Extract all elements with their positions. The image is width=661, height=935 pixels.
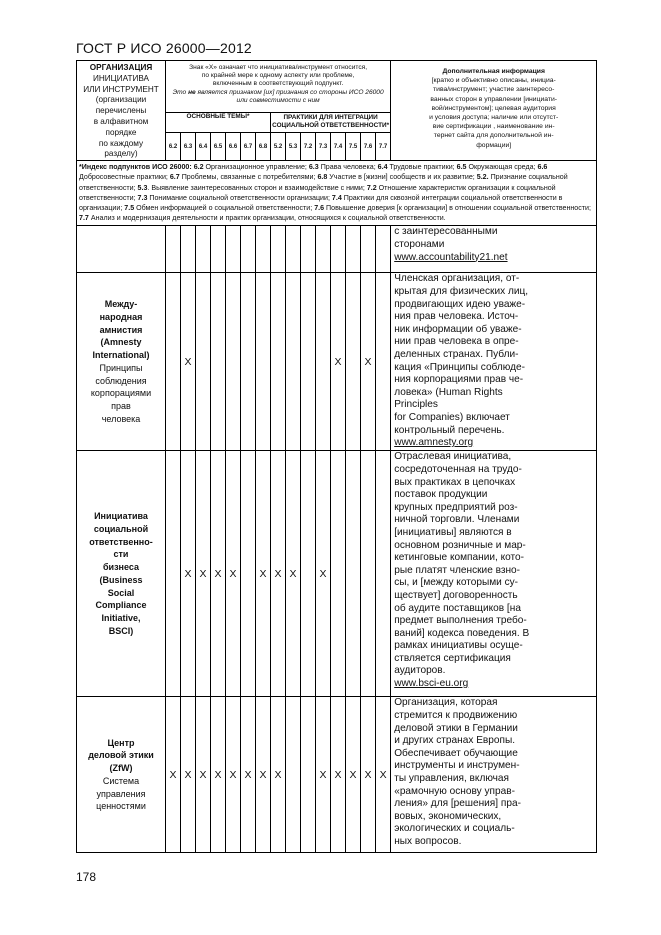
info-text-line: сы, и [между которыми су-	[394, 577, 519, 589]
footnote-text: Признание социальной ответственности;	[79, 173, 568, 192]
info-text-line: ничной торговли. Членами	[394, 514, 520, 526]
organization-name-line: Инициатива	[94, 511, 148, 522]
subclause-mark-cell	[376, 273, 391, 451]
additional-info-cell	[391, 697, 597, 853]
info-text-line: ловека» (Human Rights	[394, 386, 503, 398]
footnote-text: Добросовестные практики;	[79, 173, 170, 182]
organization-name-line: Compliance	[95, 600, 147, 611]
table-row	[77, 697, 597, 853]
info-text-line: сосредоточенная на трудо-	[394, 463, 522, 475]
subclause-mark-cell: X	[181, 451, 196, 697]
info-text-line: стремится к продвижению	[394, 709, 518, 721]
organization-name-line: International)	[92, 350, 150, 361]
subclause-mark-cell	[346, 451, 361, 697]
subclause-mark-cell: X	[316, 451, 331, 697]
info-text-line: ник информации об уваже-	[394, 323, 522, 335]
subclause-mark-cell: X	[331, 697, 346, 853]
subclause-mark-cell	[196, 226, 211, 273]
subclause-mark-cell: X	[181, 697, 196, 853]
subclause-mark-cell	[211, 226, 226, 273]
footnote-code: 7.7	[79, 214, 89, 223]
info-text-line: вовых, экономических,	[394, 810, 502, 822]
organization-name-cell	[77, 226, 166, 273]
subclause-code-header: 6.5	[211, 133, 226, 161]
subclause-mark-cell	[301, 697, 316, 853]
page-number: 178	[76, 870, 97, 884]
footnote-code: 6.3	[308, 163, 319, 172]
subclause-mark-cell: X	[286, 451, 301, 697]
info-text-line: ваний] кодекса поведения. В	[394, 627, 530, 639]
subclause-mark-cell	[286, 273, 301, 451]
subclause-mark-cell	[361, 451, 376, 697]
subclause-mark-cell	[211, 273, 226, 451]
subclause-mark-cell: X	[271, 697, 286, 853]
info-text-line: ствляется сертификация	[394, 652, 511, 664]
footnote-code: 6.6	[537, 163, 548, 172]
core-subjects-header: ОСНОВНЫЕ ТЕМЫ*	[166, 112, 271, 133]
info-text-line: основном розничные и мар-	[394, 539, 526, 551]
instrument-name-line: соблюдения	[95, 375, 147, 386]
subclause-mark-cell	[331, 451, 346, 697]
info-text-line: и других странах Европы.	[394, 735, 516, 747]
table-row	[77, 226, 597, 273]
info-text-line: вых практиках в цепочках	[394, 476, 516, 488]
organization-name-line: сти	[113, 549, 129, 560]
info-text-line: предмет выполнения требо-	[394, 615, 527, 627]
subclause-mark-cell	[226, 226, 241, 273]
organization-name-line: BSCI)	[108, 625, 134, 636]
subclause-code-header: 7.3	[316, 133, 331, 161]
legend-cell: Знак «X» означает что инициатива/инструмент относится, по крайней мере к одному аспекту или проблеме, включенным в соответствующий подпункт. Это не является признаком [их] признания со стороны ИСО 26000 или совместимости с ним	[166, 61, 391, 113]
organization-name-line: (Business	[99, 574, 143, 585]
subclause-mark-cell	[301, 226, 316, 273]
info-text-line: аудиторов.	[394, 665, 446, 677]
subclause-mark-cell	[241, 273, 256, 451]
subclause-mark-cell: X	[256, 451, 271, 697]
organization-name-cell	[77, 451, 166, 697]
subclause-mark-cell: X	[196, 697, 211, 853]
organization-name-cell	[77, 273, 166, 451]
subclause-mark-cell: X	[211, 697, 226, 853]
organization-name-line: народная	[99, 312, 143, 323]
info-text-line: рамках инициативы осуще-	[394, 640, 523, 652]
subclause-code-header: 6.7	[241, 133, 256, 161]
subclause-mark-cell	[271, 226, 286, 273]
subclause-mark-cell: X	[361, 697, 376, 853]
subclause-mark-cell	[166, 451, 181, 697]
organization-name-line: бизнеса	[102, 562, 139, 573]
organization-name-line: амнистия	[99, 324, 143, 335]
info-text-line: Обеспечивает обучающие	[394, 747, 518, 759]
subclause-mark-cell	[301, 451, 316, 697]
info-text-line: сторонами	[394, 238, 445, 250]
instrument-name-line: Принципы	[99, 362, 143, 373]
organization-name-cell	[77, 697, 166, 853]
subclause-code-header: 7.6	[361, 133, 376, 161]
info-text-line: ществует] договоренность	[394, 589, 518, 601]
subclause-mark-cell	[196, 273, 211, 451]
subclause-code-header: 7.7	[376, 133, 391, 161]
footnote-text: Практики для сквозной интеграции социальной ответственности в организации;	[79, 193, 563, 212]
footnote-code: 6.5	[456, 163, 467, 172]
footnote-text: Понимание социальной ответственности организации;	[147, 193, 332, 202]
subclause-code-header: 6.3	[181, 133, 196, 161]
organization-name-line: (ZfW)	[109, 763, 133, 774]
subclause-mark-cell	[241, 451, 256, 697]
subclause-mark-cell: X	[211, 451, 226, 697]
subclause-mark-cell: X	[271, 451, 286, 697]
instrument-name-line: корпорациями	[90, 388, 152, 399]
subclause-mark-cell: X	[361, 273, 376, 451]
info-text-line: поставок продукции	[394, 489, 488, 501]
organization-name-line: Центр	[107, 737, 135, 748]
footnote-code: 7.6	[314, 203, 325, 212]
additional-info-cell	[391, 451, 597, 697]
info-text-line: кация «Принципы соблюде-	[394, 361, 525, 373]
subclause-mark-cell: X	[316, 697, 331, 853]
subclause-code-header: 6.2	[166, 133, 181, 161]
organization-name-line: Между-	[104, 299, 138, 310]
footnote-text: Трудовые практики;	[387, 163, 457, 172]
footnote-text: Окружающая среда;	[466, 163, 538, 172]
subclause-mark-cell	[256, 273, 271, 451]
info-text-line: ления» для [решения] пра-	[394, 798, 521, 810]
index-footnote	[77, 161, 597, 226]
info-text-line: продвигающих идею уваже-	[394, 298, 526, 310]
subclause-mark-cell	[361, 226, 376, 273]
subclause-mark-cell	[181, 226, 196, 273]
footnote-code: 7.4	[331, 193, 342, 202]
info-text-line: Членская организация, от-	[394, 273, 520, 285]
subclause-mark-cell	[316, 273, 331, 451]
organization-name-line: ответственно-	[89, 536, 153, 547]
footnote-text: Отношение характеристик организации к социальной ответственности;	[79, 183, 556, 202]
organization-name-line: Initiative,	[101, 613, 141, 623]
footnote-code: 6.7	[169, 173, 180, 182]
footnote-text: Организационное управление;	[203, 163, 309, 172]
info-text-line: нии прав человека в опре-	[394, 336, 519, 348]
footnote-text: Повышение доверия [к организации] в отношении социальной ответственности;	[324, 203, 591, 212]
info-text-line: Организация, которая	[394, 697, 498, 709]
footnote-code: *Индекс подпунктов ИСО 26000: 6.2	[79, 163, 204, 172]
info-text-line: кетинговые компании, кото-	[394, 552, 524, 564]
subclause-code-header: 5.3	[286, 133, 301, 161]
footnote-code: 7.2	[366, 183, 377, 192]
subclause-mark-cell	[301, 273, 316, 451]
subclause-mark-cell: X	[226, 697, 241, 853]
info-text-line: деленных странах. Публи-	[394, 348, 519, 360]
info-text-line: ных вопросов.	[394, 835, 462, 847]
subclause-mark-cell: X	[256, 697, 271, 853]
info-text-line: Principles	[394, 399, 438, 411]
document-header: ГОСТ Р ИСО 26000—2012	[76, 40, 252, 56]
subclause-mark-cell	[241, 226, 256, 273]
subclause-mark-cell: X	[196, 451, 211, 697]
subclause-mark-cell	[256, 226, 271, 273]
subclause-mark-cell	[271, 273, 286, 451]
subclause-mark-cell	[346, 273, 361, 451]
info-text-line: об аудите поставщиков [на	[394, 602, 521, 614]
info-text-line: инструменты и инструмен-	[394, 760, 520, 772]
footnote-text: Проблемы, связанные с потребителями;	[179, 173, 318, 182]
subclause-mark-cell	[331, 226, 346, 273]
subclause-mark-cell	[316, 226, 331, 273]
info-text-line: ты управления, включая	[394, 772, 510, 784]
footnote-text: Участие в [жизни] сообществ и их развитие;	[327, 173, 477, 182]
subclause-mark-cell	[346, 226, 361, 273]
subclause-mark-cell	[166, 226, 181, 273]
initiatives-table	[76, 60, 597, 853]
info-text-line: рые платят членские взно-	[394, 564, 521, 576]
organization-name-line: деловой этики	[88, 750, 154, 761]
instrument-name-line: человека	[101, 413, 141, 424]
instrument-name-line: ценностями	[96, 801, 146, 812]
info-text-line: ния прав человека. Источ-	[394, 311, 519, 323]
footnote-text: . Выявление заинтересованных сторон и взаимодействие с ними;	[147, 183, 367, 192]
info-text-line: контрольный перечень.	[394, 424, 505, 436]
organization-name-line: (Amnesty	[100, 337, 142, 348]
info-text-line: с заинтересованными	[394, 226, 498, 238]
footnote-code: 6.4	[377, 163, 388, 172]
instrument-name-line: прав	[111, 401, 131, 411]
table-row	[77, 451, 597, 697]
info-text-line: «рамочную основу управ-	[394, 785, 515, 797]
footnote-text: Обмен информацией о социальной ответственности;	[134, 203, 315, 212]
subclause-mark-cell: X	[226, 451, 241, 697]
subclause-mark-cell	[286, 697, 301, 853]
additional-info-cell	[391, 273, 597, 451]
subclause-mark-cell: X	[181, 273, 196, 451]
footnote-code: 5.3	[137, 183, 148, 192]
instrument-name-line: Система	[102, 775, 140, 786]
organization-name-line: Social	[107, 587, 135, 598]
info-text-line: крытая для физических лиц,	[394, 285, 529, 297]
info-text-line: ния корпорациями прав че-	[394, 374, 524, 386]
subclause-mark-cell	[376, 451, 391, 697]
info-text-line: for Companies) включает	[394, 411, 510, 423]
subclause-mark-cell	[226, 273, 241, 451]
footnote-text: Права человека;	[318, 163, 378, 172]
integration-practices-header: ПРАКТИКИ ДЛЯ ИНТЕГРАЦИИ СОЦИАЛЬНОЙ ОТВЕТСТВЕННОСТИ*	[271, 112, 391, 133]
subclause-mark-cell: X	[346, 697, 361, 853]
website-link[interactable]: www.accountability21.net	[394, 251, 508, 263]
subclause-code-header: 6.4	[196, 133, 211, 161]
info-text-line: [инициативы] являются в	[394, 526, 512, 538]
subclause-mark-cell	[286, 226, 301, 273]
org-column-header: ОРГАНИЗАЦИЯ ИНИЦИАТИВА ИЛИ ИНСТРУМЕНТ (организации перечислены в алфавитном порядке по каждому разделу)	[77, 61, 166, 161]
additional-info-cell	[391, 226, 597, 273]
subclause-mark-cell: X	[376, 697, 391, 853]
info-text-line: Отраслевая инициатива,	[394, 451, 512, 463]
subclause-code-header: 6.6	[226, 133, 241, 161]
subclause-mark-cell: X	[331, 273, 346, 451]
subclause-code-header: 7.2	[301, 133, 316, 161]
website-link[interactable]: www.amnesty.org	[394, 437, 474, 449]
subclause-mark-cell: X	[166, 697, 181, 853]
info-text-line: крупных предприятий роз-	[394, 501, 518, 513]
subclause-mark-cell	[166, 273, 181, 451]
table-row	[77, 273, 597, 451]
info-text-line: экологических и социаль-	[394, 823, 515, 835]
website-link[interactable]: www.bsci-eu.org	[394, 678, 469, 690]
instrument-name-line: управления	[96, 788, 146, 799]
subclause-code-header: 7.4	[331, 133, 346, 161]
footnote-code: 5.2.	[476, 173, 489, 182]
footnote-code: 7.5	[124, 203, 135, 212]
footnote-text: Анализ и модернизация деятельности и практик организации, относящихся к социальной ответственности.	[88, 214, 446, 223]
footnote-code: 6.8	[317, 173, 328, 182]
subclause-code-header: 7.5	[346, 133, 361, 161]
subclause-mark-cell: X	[241, 697, 256, 853]
footnote-code: 7.3	[137, 193, 148, 202]
organization-name-line: социальной	[93, 524, 149, 535]
info-column-header: Дополнительная информация [кратко и объективно описаны, инициа- тива/инструмент; участие заинтересо- ванных сторон в управлении [инициати- вой/инструментом]; целевая аудитория и условия доступа; наличие или отсутст- вие сертификации , наименование ин- тернет сайта для дополнительной ин- формации]	[391, 61, 597, 161]
subclause-code-header: 6.8	[256, 133, 271, 161]
subclause-mark-cell	[376, 226, 391, 273]
subclause-code-header: 5.2	[271, 133, 286, 161]
info-text-line: деловой этики в Германии	[394, 722, 518, 734]
